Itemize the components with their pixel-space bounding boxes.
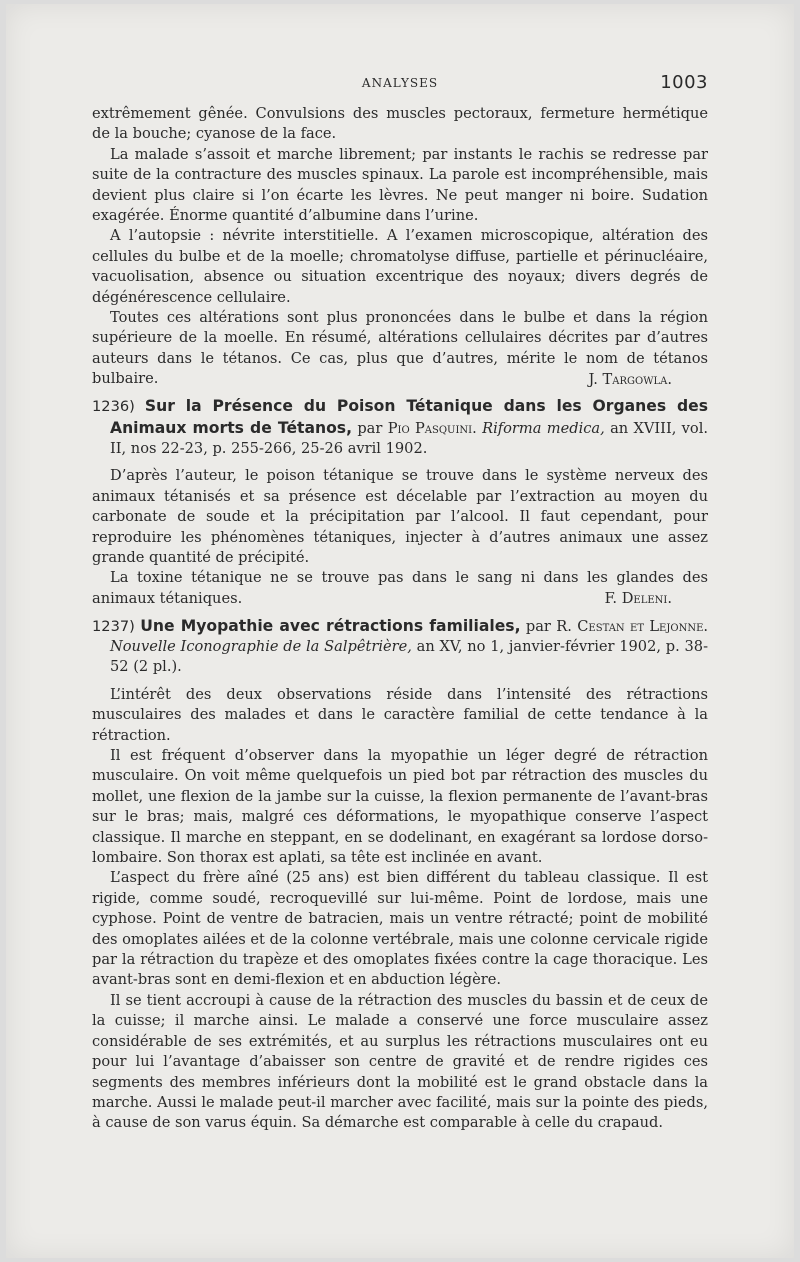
- paragraph: D’après l’auteur, le poison tétanique se trouve dans le système nerveux des animaux tétanisés et sa présence est décelable par l’extraction au moyen du carbonate de soude et la précipitation par l’alcool. Il faut cependant, pour reproduire les phénomènes tétaniques, injecter à d’autres animaux une assez grande quantité de précipité.: [92, 467, 708, 566]
- signature-targowla: J. Targowla.: [588, 370, 672, 388]
- entry-author: Pio Pasquini.: [387, 419, 477, 437]
- page-number: 1003: [660, 72, 708, 93]
- entry-journal: Riforma medica,: [482, 419, 605, 437]
- paragraph: L’intérêt des deux observations réside dans l’intensité des rétractions musculaires des malades et dans le caractère familial de cette tendance à la rétraction.: [92, 685, 708, 744]
- page-header: [92, 72, 708, 94]
- entry-by: par: [525, 617, 551, 635]
- paragraph: A l’autopsie : névrite interstitielle. A l’examen microscopique, altération des cellules du bulbe et de la moelle; chromatolyse diffuse, partielle et périnucléaire, vacuolisation, absence ou situation excentrique des noyaux; divers degrés de dégénérescence cellulaire.: [92, 227, 708, 306]
- entry-details: an XVIII, vol. II, nos 22-23, p. 255-266, 25-26 avril 1902.: [110, 419, 709, 457]
- entry-details: an XV, no 1, janvier-février 1902, p. 38-52 (2 pl.).: [110, 637, 709, 676]
- entry-number: 1237): [92, 617, 135, 635]
- paragraph: Toutes ces altérations sont plus prononcées dans le bulbe et dans la région supérieure de la moelle. En résumé, altérations cellulaires décrites par d’autres auteurs dans le tétanos. Ce cas, plus que d’autres, mérite le nom de tétanos bulbaire.: [92, 309, 708, 388]
- signature-deleni: F. Deleni.: [604, 590, 672, 608]
- paragraph: extrêmement gênée. Convulsions des muscles pectoraux, fermeture hermétique de la bouche; cyanose de la face.: [92, 105, 708, 143]
- paragraph: Il se tient accroupi à cause de la rétraction des muscles du bassin et de ceux de la cuisse; il marche ainsi. Le malade a conservé une force musculaire assez considérable de ses extrémités, et au surplus les rétractions musculaires ont eu pour lui l’avantage d’abaisser son centre de gravité et de rendre rigides ces segments des membres inférieurs dont la mobilité est le grand obstacle dans la marche. Aussi le malade peut-il marcher avec facilité, mais sur la pointe des pieds, à cause de son varus équin. Sa démarche est comparable à celle du crapaud.: [92, 991, 708, 1132]
- paragraph: L’aspect du frère aîné (25 ans) est bien différent du tableau classique. Il est rigide, comme soudé, recroquevillé sur lui-même. Point de lordose, mais une cyphose. Point de ventre de batracien, mais un ventre rétracté; point de mobilité des omoplates ailées et de la colonne vertébrale, mais une colonne cervicale rigide par la rétraction du trapèze et des omoplates fixées contre la cage thoracique. Les avant-bras sont en demi-flexion et en abduction légère.: [92, 869, 708, 989]
- entry-by: par: [357, 419, 383, 437]
- entry-title: Sur la Présence du Poison Tétanique dans les Organes des Animaux morts de Tétanos,: [110, 397, 709, 437]
- entry-number: 1236): [92, 398, 135, 416]
- running-title: ANALYSES: [361, 76, 439, 90]
- article-body: [92, 104, 708, 1134]
- entry-1236-heading: [92, 396, 708, 459]
- entry-title: Une Myopathie avec rétractions familiales,: [140, 616, 521, 635]
- paragraph: Il est fréquent d’observer dans la myopathie un léger degré de rétraction musculaire. On voit même quelquefois un pied bot par rétraction des muscles du mollet, une flexion de la jambe sur la cuisse, la flexion permanente de l’avant-bras sur le bras; mais, malgré ces déformations, le myopathique conserve l’aspect classique. Il marche en steppant, en se dodelinant, en exagérant sa lordose dorso-lombaire. Son thorax est aplati, sa tête est inclinée en avant.: [92, 747, 708, 867]
- entry-author: R. Cestan et Lejonne.: [556, 617, 709, 635]
- page: [6, 4, 794, 1258]
- entry-1237-heading: [92, 616, 708, 678]
- entry-journal: Nouvelle Iconographie de la Salpêtrière,: [110, 637, 412, 655]
- paragraph: La malade s’assoit et marche librement; par instants le rachis se redresse par suite de la contracture des muscles spinaux. La parole est incompréhensible, mais devient plus claire si l’on écarte les lèvres. Ne peut manger ni boire. Sudation exagérée. Énorme quantité d’albumine dans l’urine.: [92, 145, 708, 225]
- paragraph: La toxine tétanique ne se trouve pas dans le sang ni dans les glandes des animaux tétaniques.: [92, 569, 708, 607]
